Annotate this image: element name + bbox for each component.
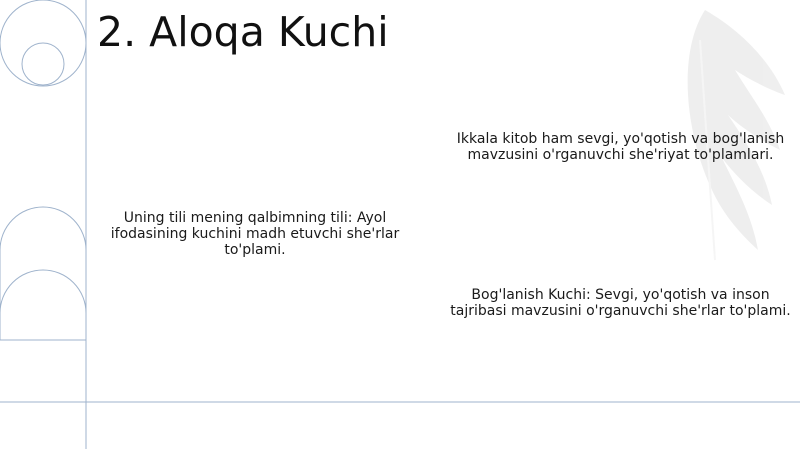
paragraph-right-top: Ikkala kitob ham sevgi, yo'qotish va bog'lanish mavzusini o'rganuvchi she'riyat to'plamlari.	[456, 131, 785, 163]
deco-arch-upper	[0, 207, 86, 340]
paragraph-right-bottom: Bog'lanish Kuchi: Sevgi, yo'qotish va inson tajribasi mavzusini o'rganuvchi she'rlar to'plami.	[450, 287, 791, 319]
deco-ring-small	[22, 43, 64, 85]
paragraph-left: Uning tili mening qalbimning tili: Ayol ifodasining kuchini madh etuvchi she'rlar to'plami.	[110, 210, 400, 258]
slide-title: 2. Aloqa Kuchi	[97, 8, 389, 56]
deco-arch-lower	[0, 270, 86, 313]
